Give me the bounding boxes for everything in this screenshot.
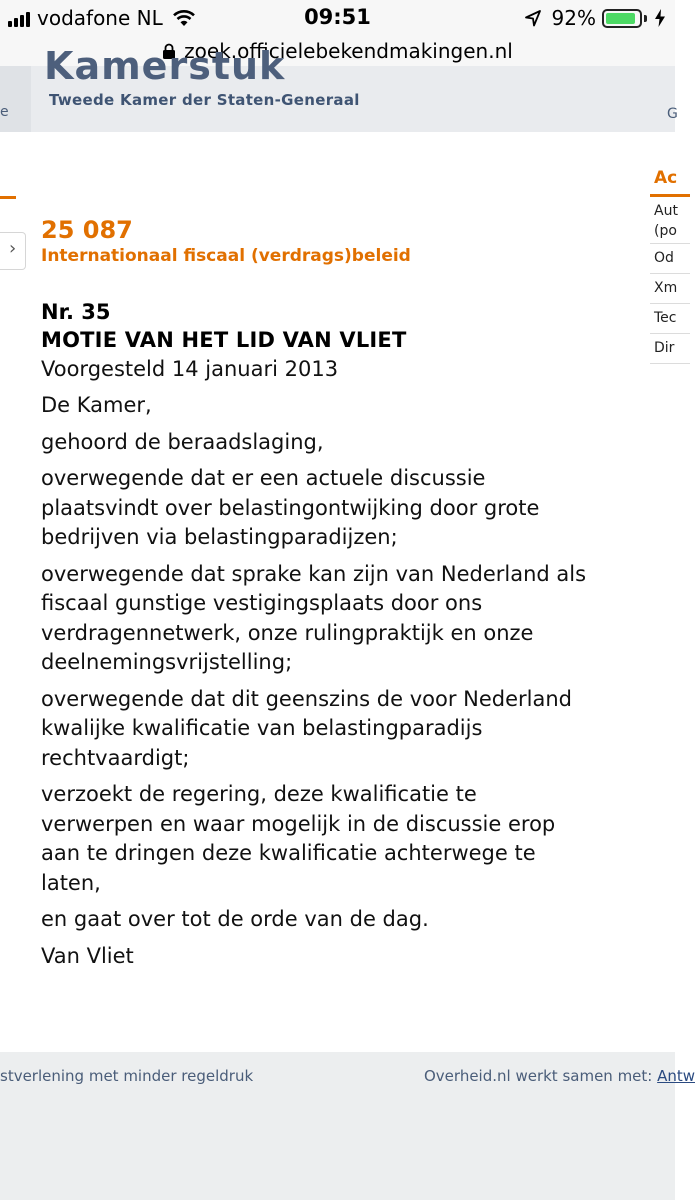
site-subtitle: Tweede Kamer der Staten-Generaal	[49, 91, 360, 109]
footer-partner-link[interactable]: Antw	[657, 1067, 695, 1085]
footer-partners-label: Overheid.nl werkt samen met:	[424, 1067, 653, 1085]
header-left-fragment: e	[0, 104, 9, 120]
charging-bolt-icon	[653, 8, 667, 28]
dossier-title: Internationaal fiscaal (verdrags)beleid	[41, 246, 411, 266]
site-heading: Kamerstuk	[44, 44, 286, 88]
header-right-fragment[interactable]: G	[667, 106, 678, 122]
url-text[interactable]: zoek.officielebekendmakingen.nl	[184, 39, 513, 63]
ios-status-bar	[0, 0, 675, 36]
dossier-number: 25 087	[41, 216, 133, 244]
battery-percent: 92%	[551, 6, 596, 30]
paragraph: verzoekt de regering, deze kwalificatie te verwerpen en waar mogelijk in de discussie erop aan te dringen deze kwalificatie achterwege te laten,	[41, 782, 556, 895]
battery-level-fill	[606, 13, 635, 24]
header-left-strip	[0, 66, 31, 132]
site-footer	[0, 1052, 695, 1200]
paragraph: en gaat over tot de orde van de dag.	[41, 907, 429, 931]
clock-time: 09:51	[304, 5, 371, 29]
right-sidebar	[650, 168, 690, 364]
paragraph: overwegende dat er een actuele discussie plaatsvindt over belastingontwijking door grote bedrijven via belastingparadijzen;	[41, 466, 540, 549]
battery-cap	[644, 15, 647, 22]
chevron-right-icon: ›	[9, 238, 17, 259]
carrier-name: vodafone NL	[37, 6, 163, 30]
paragraph: overwegende dat dit geenszins de voor Nederland kwalijke kwalificatie van belastingparadijs rechtvaardigt;	[41, 686, 573, 770]
active-tab-indicator	[0, 196, 16, 199]
footer-tagline: stverlening met minder regeldruk	[0, 1067, 254, 1085]
sidebar-item[interactable]: Dir	[650, 334, 690, 364]
motie-number: Nr. 35	[41, 300, 111, 324]
sidebar-heading: Ac	[650, 168, 690, 197]
paragraph: gehoord de beraadslaging,	[41, 429, 324, 454]
sidebar-item[interactable]: Xm	[650, 274, 690, 304]
battery-icon	[602, 9, 642, 28]
document-content	[41, 214, 645, 971]
status-right	[524, 6, 667, 30]
sidebar-item[interactable]: Od	[650, 244, 690, 274]
footer-partners	[424, 1067, 695, 1085]
left-nav-toggle[interactable]	[0, 232, 26, 270]
location-arrow-icon	[524, 9, 542, 27]
sidebar-item[interactable]: Tec	[650, 304, 690, 334]
motie-title: MOTIE VAN HET LID VAN VLIET	[41, 328, 407, 352]
paragraph: overwegende dat sprake kan zijn van Nederland als fiscaal gunstige vestigingsplaats door ons verdragennetwerk, onze rulingpraktijk en onze deelnemingsvrijstelling;	[41, 561, 587, 674]
signature-name: Van Vliet	[41, 943, 134, 968]
paragraph: De Kamer,	[41, 393, 152, 417]
sidebar-item[interactable]: Aut (po	[650, 197, 690, 244]
proposed-date: Voorgesteld 14 januari 2013	[41, 357, 339, 381]
